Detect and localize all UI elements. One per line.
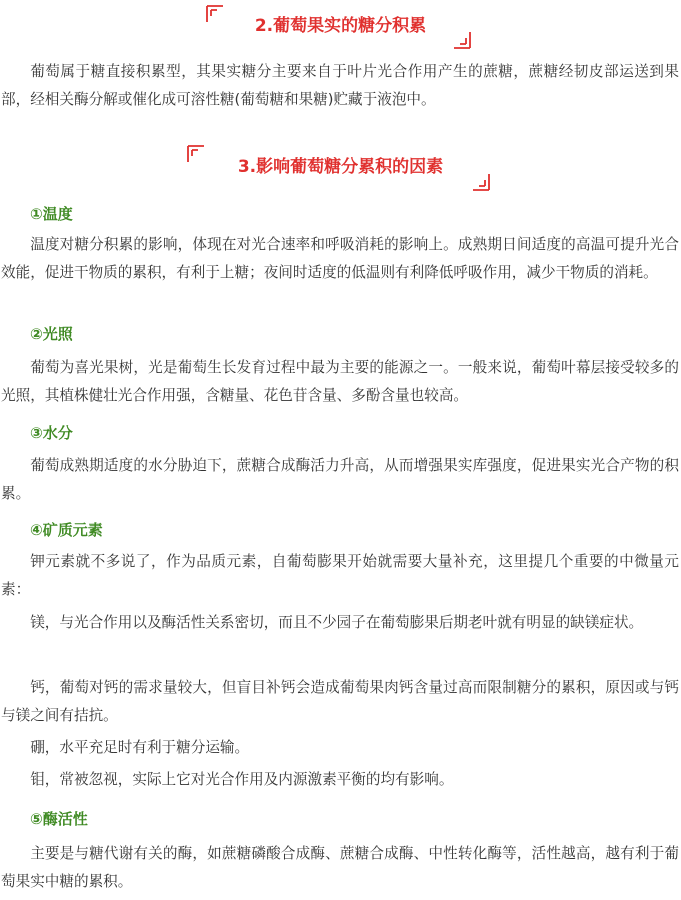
paragraph: 钙，葡萄对钙的需求量较大，但盲目补钙会造成葡萄果肉钙含量过高而限制糖分的累积，原因或与钙与镁之间有拮抗。 [1, 679, 679, 724]
paragraph: 主要是与糖代谢有关的酶，如蔗糖磷酸合成酶、蔗糖合成酶、中性转化酶等，活性越高，越有利于葡萄果实中糖的累积。 [1, 845, 679, 890]
paragraph: 硼，水平充足时有利于糖分运输。 [30, 739, 250, 756]
paragraph: 钼，常被忽视，实际上它对光合作用及内源激素平衡的均有影响。 [30, 771, 454, 788]
section-heading: 2.葡萄果实的糖分积累 [254, 16, 427, 36]
paragraph: 葡萄成熟期适度的水分胁迫下，蔗糖合成酶活力升高，从而增强果实库强度，促进果实光合产物的积累。 [1, 457, 679, 502]
corner-ornament-icon [471, 172, 491, 192]
section-heading: 3.影响葡萄糖分累积的因素 [237, 157, 444, 177]
subheading-enzyme-activity: ⑤酶活性 [30, 810, 88, 828]
subheading-minerals: ④矿质元素 [30, 521, 103, 539]
paragraph: 温度对糖分积累的影响，体现在对光合速率和呼吸消耗的影响上。成熟期日间适度的高温可提升光合效能，促进干物质的累积，有利于上糖；夜间时适度的低温则有利降低呼吸作用，减少干物质的消耗。 [1, 236, 679, 281]
corner-ornament-icon [452, 30, 472, 50]
subheading-water: ③水分 [30, 424, 73, 442]
paragraph: 葡萄为喜光果树，光是葡萄生长发育过程中最为主要的能源之一。一般来说，葡萄叶幕层接受较多的光照，其植株健壮光合作用强，含糖量、花色苷含量、多酚含量也较高。 [1, 359, 679, 404]
paragraph: 钾元素就不多说了，作为品质元素，自葡萄膨果开始就需要大量补充，这里提几个重要的中微量元素： [1, 553, 679, 598]
subheading-temperature: ①温度 [30, 205, 73, 223]
subheading-light: ②光照 [30, 325, 73, 343]
paragraph: 镁，与光合作用以及酶活性关系密切，而且不少园子在葡萄膨果后期老叶就有明显的缺镁症状。 [30, 614, 644, 631]
paragraph: 葡萄属于糖直接积累型，其果实糖分主要来自于叶片光合作用产生的蔗糖，蔗糖经韧皮部运送到果部，经相关酶分解或催化成可溶性糖(葡萄糖和果糖)贮藏于液泡中。 [1, 63, 679, 108]
